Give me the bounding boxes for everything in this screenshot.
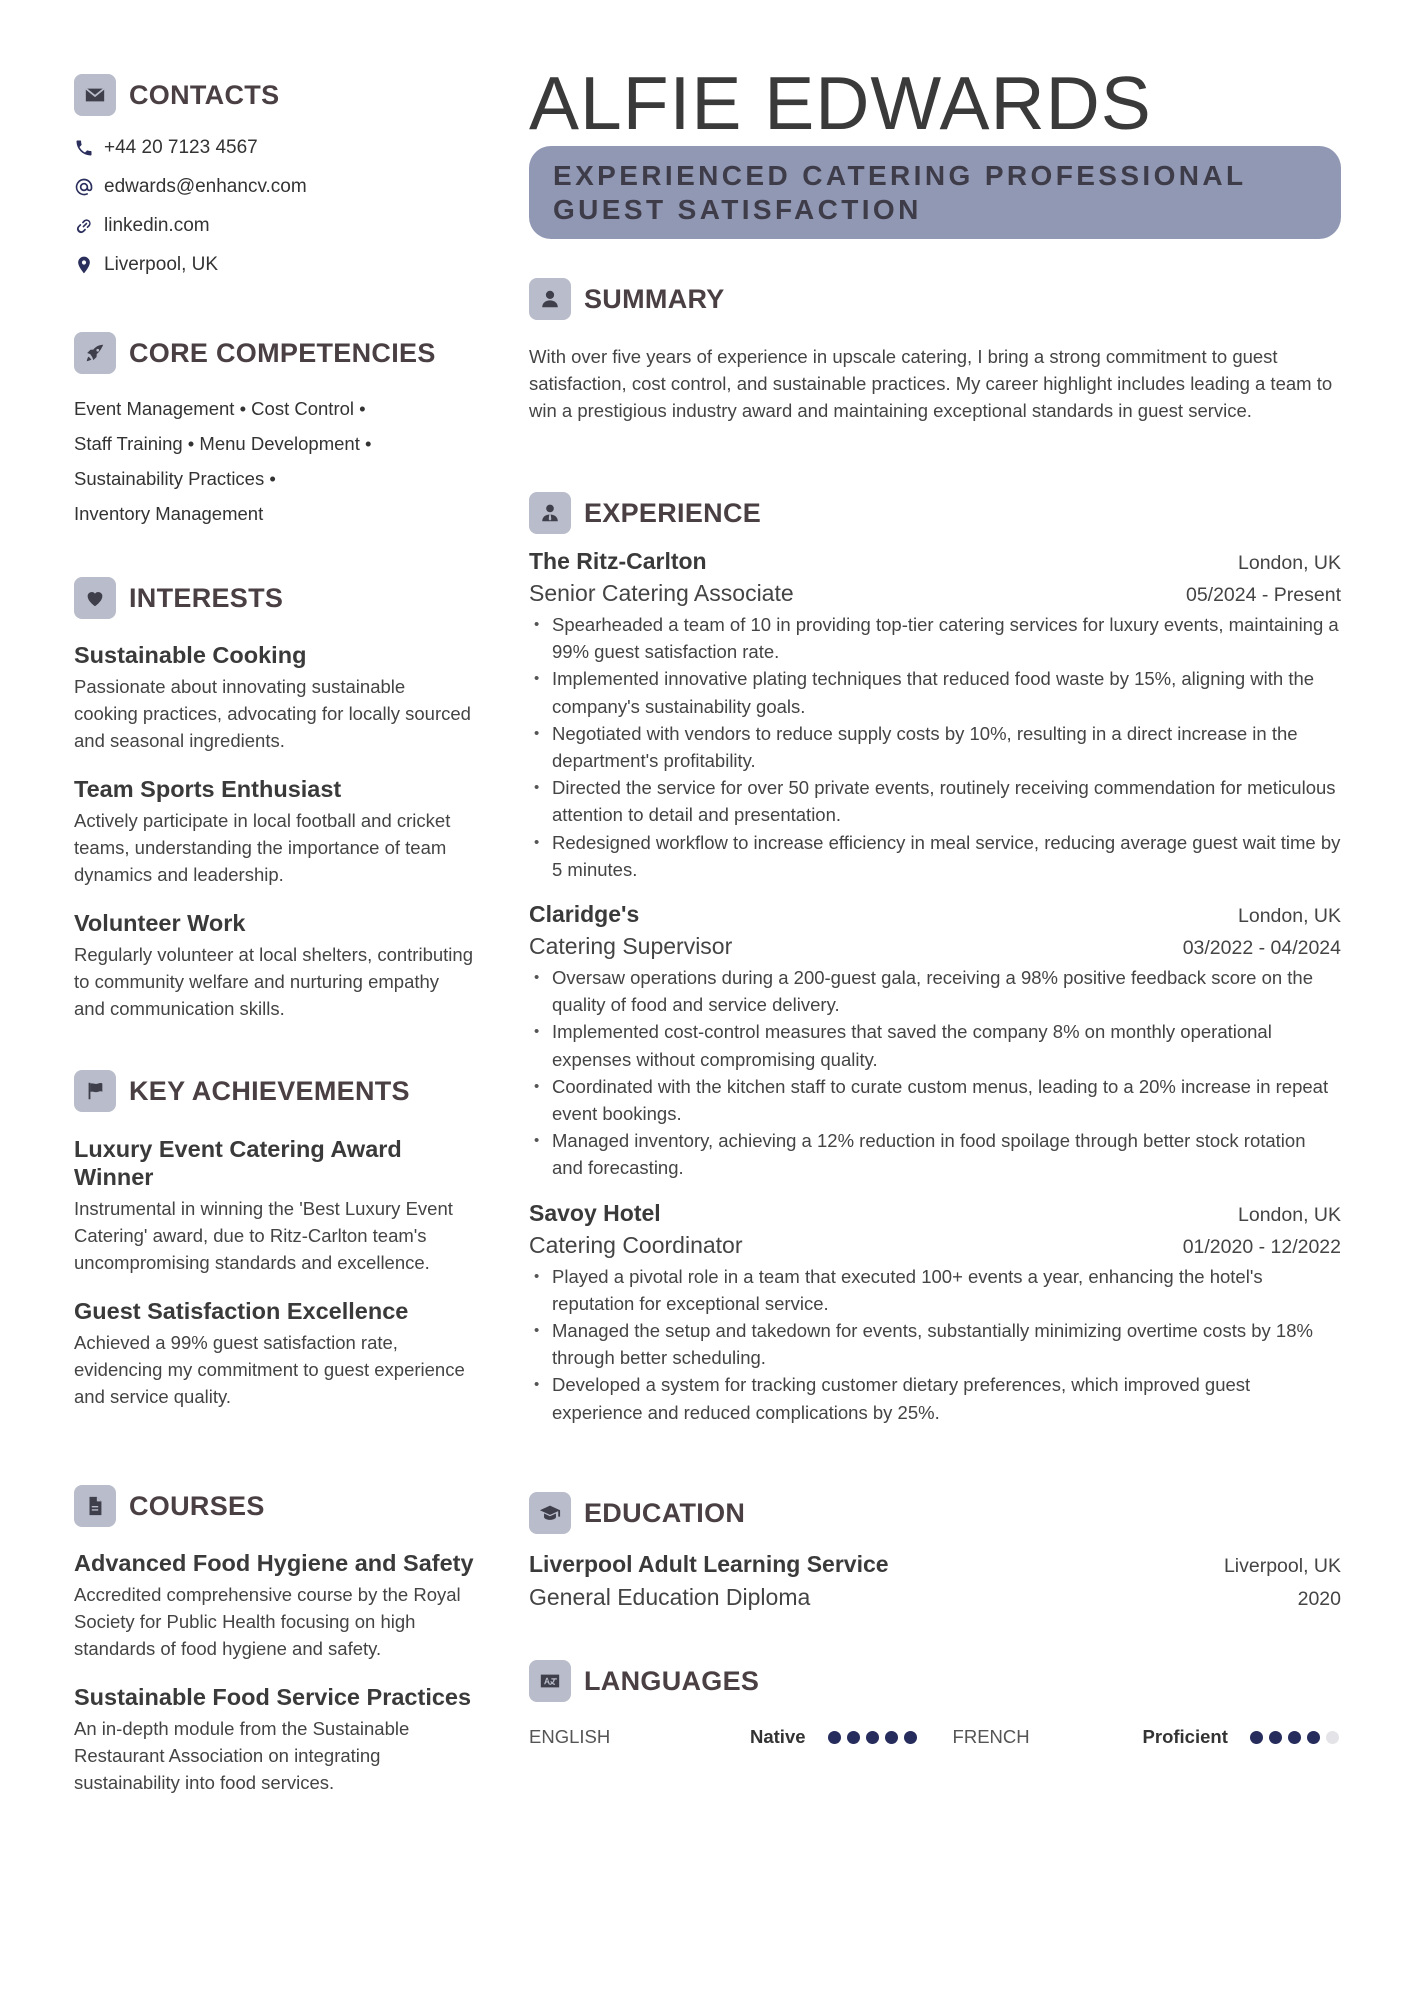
achievements-title: KEY ACHIEVEMENTS — [129, 1075, 410, 1106]
interest-item — [74, 775, 474, 888]
interest-desc: Passionate about innovating sustainable cooking practices, advocating for locally sourced and seasonal ingredients. — [74, 676, 471, 751]
job-location: London, UK — [1238, 905, 1341, 928]
job-bullet: • Implemented innovative plating techniques that reduced food waste by 15%, aligning with the company's sustainability goals. — [529, 665, 1341, 719]
contacts-title: CONTACTS — [129, 79, 280, 110]
course-item — [74, 1549, 474, 1662]
document-icon — [74, 1485, 116, 1527]
language-name: ENGLISH — [529, 1726, 611, 1747]
contact-email[interactable] — [74, 167, 474, 206]
course-title: Sustainable Food Service Practices — [74, 1684, 472, 1710]
language-level: Proficient — [1142, 1726, 1228, 1747]
rating-dot-filled — [1288, 1731, 1301, 1744]
rating-dot-filled — [828, 1731, 841, 1744]
achievement-item — [74, 1135, 474, 1276]
experience-section — [529, 492, 1341, 1426]
rating-dot-filled — [885, 1731, 898, 1744]
education-year: 2020 — [1297, 1588, 1341, 1610]
course-desc: Accredited comprehensive course by the Royal Society for Public Health focusing on high standards of food hygiene and safety. — [74, 1584, 461, 1659]
summary-section — [529, 278, 1341, 425]
interest-title: Volunteer Work — [74, 910, 246, 936]
achievement-item — [74, 1297, 474, 1410]
contact-phone[interactable] — [74, 128, 474, 167]
education-entry — [529, 1551, 1341, 1611]
email-text: edwards@enhancv.com — [104, 175, 307, 197]
interest-title: Sustainable Cooking — [74, 642, 307, 668]
competencies-header — [74, 332, 474, 374]
competency-line: Sustainability Practices • — [74, 468, 276, 489]
interest-item — [74, 641, 474, 754]
phone-icon — [74, 138, 94, 158]
languages-list — [529, 1722, 1341, 1752]
user-icon — [529, 278, 571, 320]
summary-title: SUMMARY — [584, 283, 725, 314]
job-company: Claridge's — [529, 901, 640, 928]
competency-line: Staff Training • Menu Development • — [74, 433, 372, 454]
rating-dot-filled — [1269, 1731, 1282, 1744]
phone-text: +44 20 7123 4567 — [104, 136, 258, 158]
candidate-name: ALFIE EDWARDS — [529, 61, 1152, 145]
job-bullets — [529, 611, 1341, 883]
achievements-header — [74, 1070, 474, 1112]
job-bullet: • Spearheaded a team of 10 in providing top-tier catering services for luxury events, maintaining a 99% guest satisfaction rate. — [529, 611, 1341, 665]
job-bullet: • Played a pivotal role in a team that executed 100+ events a year, enhancing the hotel's reputation for exceptional service. — [529, 1263, 1341, 1317]
achievement-desc: Achieved a 99% guest satisfaction rate, evidencing my commitment to guest experience and service quality. — [74, 1332, 465, 1407]
contact-linkedin[interactable] — [74, 206, 474, 245]
job-bullet: • Managed inventory, achieving a 12% reduction in food spoilage through better stock rotation and forecasting. — [529, 1127, 1341, 1181]
rating-dot-filled — [847, 1731, 860, 1744]
education-title: EDUCATION — [584, 1497, 746, 1528]
graduation-cap-icon — [529, 1492, 571, 1534]
rating-dot-empty — [1326, 1731, 1339, 1744]
education-degree: General Education Diploma — [529, 1584, 811, 1610]
interest-title: Team Sports Enthusiast — [74, 776, 342, 802]
course-item — [74, 1683, 474, 1796]
languages-header — [529, 1660, 1341, 1702]
courses-header — [74, 1485, 474, 1527]
job-role: Catering Coordinator — [529, 1231, 743, 1258]
briefcase-user-icon — [529, 492, 571, 534]
job-bullet: • Negotiated with vendors to reduce supply costs by 10%, resulting in a direct increase in the department's profitability. — [529, 720, 1341, 774]
rating-dot-filled — [1307, 1731, 1320, 1744]
courses-title: COURSES — [129, 1490, 265, 1521]
job-bullet: • Directed the service for over 50 private events, routinely receiving commendation for meticulous attention to detail and presentation. — [529, 774, 1341, 828]
course-title: Advanced Food Hygiene and Safety — [74, 1550, 474, 1576]
language-rating — [828, 1731, 917, 1744]
link-icon — [74, 216, 94, 236]
summary-header — [529, 278, 1341, 320]
education-location: Liverpool, UK — [1223, 1555, 1341, 1577]
course-desc: An in-depth module from the Sustainable Restaurant Association on integrating sustainability into food services. — [74, 1718, 410, 1793]
headline-line: GUEST SATISFACTION — [553, 194, 922, 225]
achievements-section — [74, 1070, 474, 1410]
competency-line: Event Management • Cost Control • — [74, 398, 366, 419]
interests-section — [74, 577, 474, 1022]
job-bullets — [529, 964, 1341, 1182]
language-item — [529, 1722, 917, 1752]
location-text: Liverpool, UK — [104, 253, 219, 275]
languages-title: LANGUAGES — [584, 1665, 760, 1696]
education-header — [529, 1492, 1341, 1534]
heart-icon — [74, 577, 116, 619]
job-entry — [529, 548, 1341, 883]
rocket-icon — [74, 332, 116, 374]
headline-banner — [529, 146, 1341, 239]
courses-section — [74, 1485, 474, 1796]
education-section — [529, 1492, 1341, 1611]
interest-desc: Actively participate in local football and cricket teams, understanding the importance of team dynamics and leadership. — [74, 810, 451, 885]
job-dates: 05/2024 - Present — [1185, 584, 1341, 606]
interest-desc: Regularly volunteer at local shelters, contributing to community welfare and nurturing empathy and communication skills. — [74, 944, 473, 1019]
job-location: London, UK — [1238, 1203, 1341, 1226]
rating-dot-filled — [866, 1731, 879, 1744]
achievement-desc: Instrumental in winning the 'Best Luxury Event Catering' award, due to Ritz-Carlton team's uncompromising standards and excellence. — [74, 1198, 453, 1273]
rating-dot-filled — [1250, 1731, 1263, 1744]
language-item — [953, 1722, 1341, 1752]
job-bullet: • Redesigned workflow to increase efficiency in meal service, reducing average guest wait time by 5 minutes. — [529, 829, 1341, 883]
location-pin-icon — [74, 255, 94, 275]
contacts-section — [74, 74, 474, 284]
job-dates: 01/2020 - 12/2022 — [1182, 1235, 1341, 1258]
language-level: Native — [750, 1726, 806, 1747]
language-rating — [1250, 1731, 1339, 1744]
competency-line: Inventory Management — [74, 503, 264, 524]
job-bullet: • Developed a system for tracking customer dietary preferences, which improved guest experience and reduced complications by 25%. — [529, 1371, 1341, 1425]
interest-item — [74, 909, 474, 1022]
interests-title: INTERESTS — [129, 582, 284, 613]
job-dates: 03/2022 - 04/2024 — [1182, 937, 1341, 960]
job-role: Senior Catering Associate — [529, 580, 794, 606]
competencies-section — [74, 332, 474, 531]
job-bullet: • Coordinated with the kitchen staff to curate custom menus, leading to a 20% increase in repeat event bookings. — [529, 1073, 1341, 1127]
job-entry — [529, 901, 1341, 1182]
headline-line: EXPERIENCED CATERING PROFESSIONAL — [553, 160, 1247, 191]
translate-icon — [529, 1660, 571, 1702]
job-bullet: • Managed the setup and takedown for events, substantially minimizing overtime costs by 18% through better scheduling. — [529, 1317, 1341, 1371]
summary-text: With over five years of experience in upscale catering, I bring a strong commitment to guest satisfaction, cost control, and sustainable practices. My career highlight includes leading a team to win a prestigious industry award and maintaining exceptional standards in guest service. — [529, 346, 1333, 422]
job-bullets — [529, 1263, 1341, 1426]
language-name: FRENCH — [952, 1726, 1030, 1747]
achievement-title: Guest Satisfaction Excellence — [74, 1298, 409, 1324]
job-company: Savoy Hotel — [529, 1199, 661, 1226]
experience-header — [529, 492, 1341, 534]
languages-section — [529, 1660, 1341, 1752]
achievement-title: Luxury Event Catering Award Winner — [74, 1136, 402, 1190]
job-bullet: • Implemented cost-control measures that saved the company 8% on monthly operational expenses without compromising quality. — [529, 1018, 1341, 1072]
job-company: The Ritz-Carlton — [529, 548, 707, 574]
contact-location — [74, 245, 474, 284]
competencies-title: CORE COMPETENCIES — [129, 337, 436, 368]
job-role: Catering Supervisor — [529, 933, 733, 960]
experience-title: EXPERIENCE — [584, 497, 762, 528]
rating-dot-filled — [904, 1731, 917, 1744]
education-school: Liverpool Adult Learning Service — [529, 1551, 889, 1577]
job-entry — [529, 1200, 1341, 1426]
linkedin-text: linkedin.com — [104, 214, 210, 236]
flag-icon — [74, 1070, 116, 1112]
envelope-icon — [74, 74, 116, 116]
job-location: London, UK — [1238, 552, 1341, 574]
at-icon — [74, 177, 94, 197]
contacts-header — [74, 74, 474, 116]
interests-header — [74, 577, 474, 619]
job-bullet: • Oversaw operations during a 200-guest gala, receiving a 98% positive feedback score on the quality of food and service delivery. — [529, 964, 1341, 1018]
